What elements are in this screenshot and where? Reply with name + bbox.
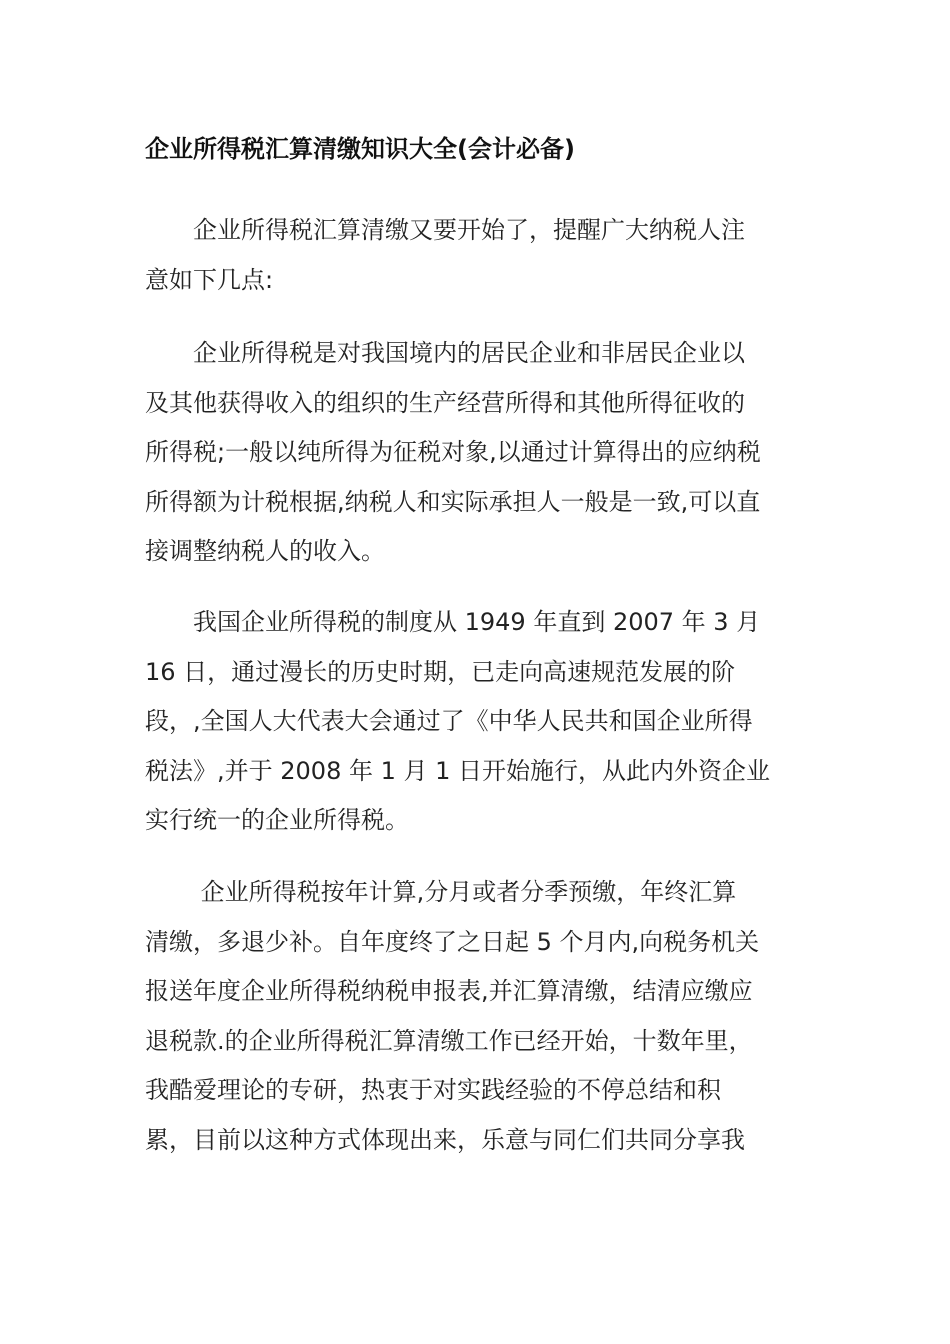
- text-line: 我国企业所得税的制度从 1949 年直到 2007 年 3 月: [145, 608, 761, 636]
- text-line: 税法》,并于 2008 年 1 月 1 日开始施行，从此内外资企业: [145, 756, 771, 785]
- text-line: 清缴，多退少补。自年度终了之日起 5 个月内,向税务机关: [145, 927, 760, 956]
- text-line: 所得额为计税根据,纳税人和实际承担人一般是一致,可以直: [145, 487, 761, 516]
- text-line: 累，目前以这种方式体现出来，乐意与同仁们共同分享我: [145, 1125, 745, 1154]
- text-line: 报送年度企业所得税纳税申报表,并汇算清缴，结清应缴应: [145, 977, 753, 1005]
- text-line: 及其他获得收入的组织的生产经营所得和其他所得征收的: [145, 388, 745, 417]
- document-title: 企业所得税汇算清缴知识大全(会计必备): [145, 135, 575, 163]
- text-line: 段，,全国人大代表大会通过了《中华人民共和国企业所得: [145, 707, 753, 735]
- paragraph-history: [145, 598, 805, 846]
- text-line: 企业所得税是对我国境内的居民企业和非居民企业以: [145, 339, 745, 367]
- text-line: 实行统一的企业所得税。: [145, 806, 409, 834]
- text-line: 接调整纳税人的收入。: [145, 537, 385, 565]
- text-line: 我酷爱理论的专研，热衷于对实践经验的不停总结和积: [145, 1076, 721, 1104]
- text-line: 企业所得税汇算清缴又要开始了，提醒广大纳税人注: [145, 216, 745, 244]
- text-line: 16 日，通过漫长的历史时期，已走向高速规范发展的阶: [145, 657, 736, 686]
- text-line: 企业所得税按年计算,分月或者分季预缴，年终汇算: [145, 878, 737, 906]
- text-line: 意如下几点:: [145, 265, 274, 294]
- text-line: 退税款.的企业所得税汇算清缴工作已经开始，十数年里，: [145, 1026, 753, 1055]
- paragraph-definition: [145, 329, 805, 577]
- text-line: 所得税;一般以纯所得为征税对象,以通过计算得出的应纳税: [145, 438, 761, 466]
- paragraph-intro: [145, 206, 805, 305]
- paragraph-settlement: [145, 868, 805, 1165]
